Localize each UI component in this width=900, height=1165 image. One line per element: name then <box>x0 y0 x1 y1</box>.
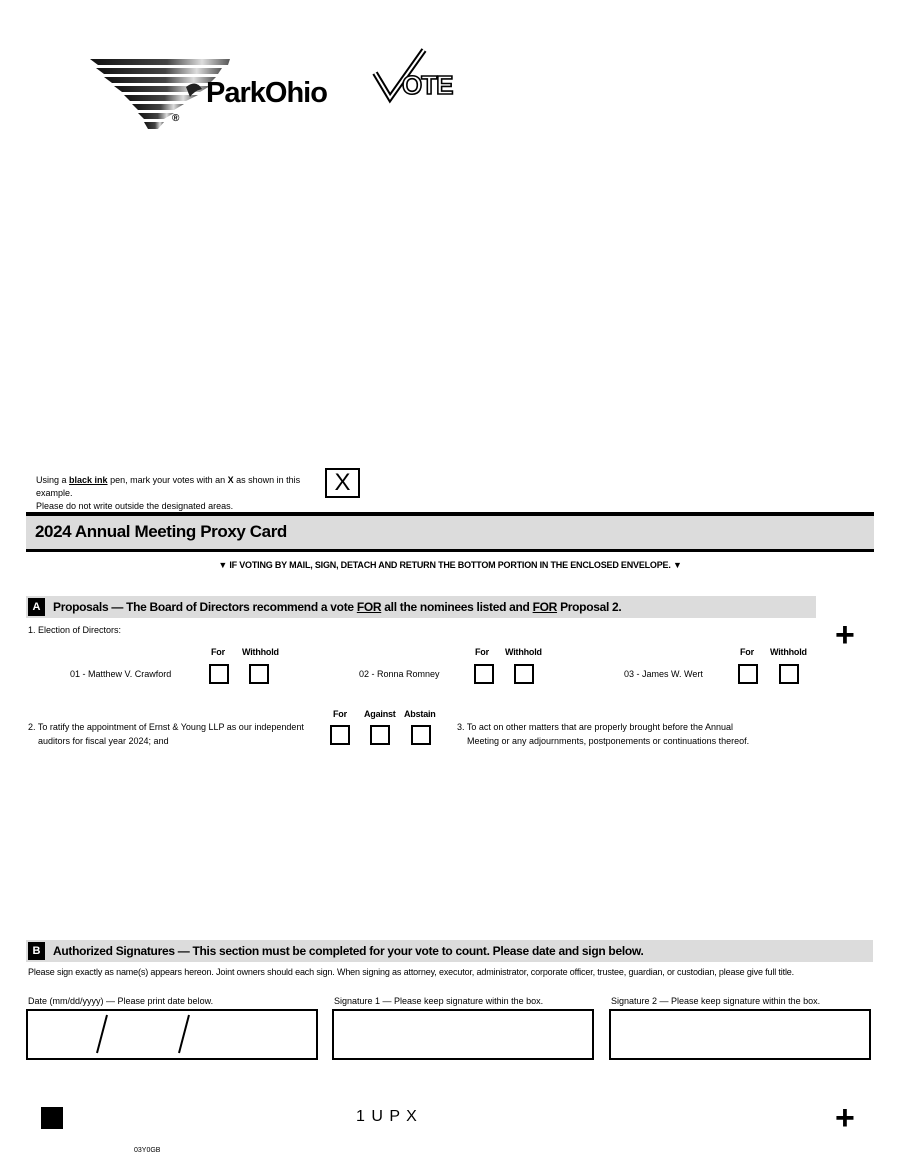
signature-2-field[interactable] <box>609 1009 871 1060</box>
parkohio-logo <box>90 55 365 135</box>
form-id: 03Y0GB <box>134 1147 161 1154</box>
nominee-01-name: 01 - Matthew V. Crawford <box>70 669 172 679</box>
date-field[interactable] <box>26 1009 318 1060</box>
title-bar <box>26 512 874 552</box>
nominee-03-name: 03 - James W. Wert <box>624 669 703 679</box>
proposal-2-line-2: auditors for fiscal year 2024; and <box>38 736 169 746</box>
signature-1-field[interactable] <box>332 1009 594 1060</box>
for-column-header: For <box>333 709 347 719</box>
for-column-header: For <box>740 647 754 657</box>
card-title: 2024 Annual Meeting Proxy Card <box>35 522 287 541</box>
nominee-03-for-checkbox[interactable] <box>738 664 758 684</box>
down-arrow-icon: ▼ <box>672 560 682 570</box>
proposal-2-text <box>28 720 304 748</box>
section-a-title <box>53 600 621 614</box>
proposal-2-for-checkbox[interactable] <box>330 725 350 745</box>
vote-word: OTE <box>402 70 453 100</box>
instruction-line-2: Please do not write outside the designated areas. <box>36 501 234 511</box>
instruction-text: as shown in this example. <box>36 475 301 498</box>
nominee-01-withhold-checkbox[interactable] <box>249 664 269 684</box>
vote-logo <box>372 46 464 106</box>
nominee-03-withhold-checkbox[interactable] <box>779 664 799 684</box>
registered-mark: ® <box>172 113 180 124</box>
brand-name: ParkOhio <box>206 77 327 109</box>
proposal-3-text <box>457 720 749 748</box>
proposal-2-abstain-checkbox[interactable] <box>411 725 431 745</box>
for-emphasis: FOR <box>532 600 558 614</box>
black-ink-emphasis: black ink <box>69 475 108 485</box>
nominee-02-name: 02 - Ronna Romney <box>359 669 440 679</box>
instruction-line-1 <box>36 474 326 500</box>
marking-instructions <box>36 474 326 513</box>
registration-square <box>41 1107 63 1129</box>
registration-plus-icon: + <box>835 616 855 654</box>
against-column-header: Against <box>364 709 396 719</box>
x-emphasis: X <box>227 475 234 485</box>
form-code: 1 U P X <box>356 1108 418 1125</box>
section-b-title: Authorized Signatures — This section must be completed for your vote to count. Please date and sign below. <box>53 944 644 958</box>
for-emphasis: FOR <box>356 600 382 614</box>
signature-instructions: Please sign exactly as name(s) appears hereon. Joint owners should each sign. When signing as attorney, executor, administrator, corporate officer, trustee, guardian, or custodian, please give full title. <box>28 967 795 977</box>
nominee-02-withhold-checkbox[interactable] <box>514 664 534 684</box>
nominee-01-for-checkbox[interactable] <box>209 664 229 684</box>
detach-notice <box>0 560 900 570</box>
registration-plus-icon: + <box>835 1099 855 1137</box>
instruction-text: pen, mark your votes with an <box>107 475 228 485</box>
proposal-2-line-1: 2. To ratify the appointment of Ernst & Young LLP as our independent <box>28 722 304 732</box>
date-separator-slashes <box>28 1011 316 1058</box>
section-b-letter: B <box>28 942 45 960</box>
signature-1-label: Signature 1 — Please keep signature within the box. <box>334 996 544 1006</box>
title-text: Proposal 2. <box>557 600 622 614</box>
proposal-3-line-1: 3. To act on other matters that are properly brought before the Annual <box>457 722 734 732</box>
proposal-3-line-2: Meeting or any adjournments, postponements or continuations thereof. <box>467 736 750 746</box>
proposal-1-label: 1. Election of Directors: <box>28 625 122 635</box>
nominee-02-for-checkbox[interactable] <box>474 664 494 684</box>
down-arrow-icon: ▼ <box>218 560 228 570</box>
date-label: Date (mm/dd/yyyy) — Please print date below. <box>28 996 214 1006</box>
title-text: all the nominees listed and <box>381 600 533 614</box>
withhold-column-header: Withhold <box>242 647 279 657</box>
section-b-header <box>26 940 873 962</box>
for-column-header: For <box>211 647 225 657</box>
proposal-2-against-checkbox[interactable] <box>370 725 390 745</box>
abstain-column-header: Abstain <box>404 709 436 719</box>
signature-2-label: Signature 2 — Please keep signature within the box. <box>611 996 821 1006</box>
for-column-header: For <box>475 647 489 657</box>
withhold-column-header: Withhold <box>505 647 542 657</box>
instruction-text: Using a <box>36 475 70 485</box>
section-a-header <box>26 596 816 618</box>
example-mark-box <box>325 468 360 498</box>
title-text: Proposals — The Board of Directors recommend a vote <box>53 600 357 614</box>
detach-text: IF VOTING BY MAIL, SIGN, DETACH AND RETURN THE BOTTOM PORTION IN THE ENCLOSED ENVELOPE. <box>229 560 671 570</box>
example-x-mark: X <box>334 469 351 496</box>
section-a-letter: A <box>28 598 45 616</box>
withhold-column-header: Withhold <box>770 647 807 657</box>
